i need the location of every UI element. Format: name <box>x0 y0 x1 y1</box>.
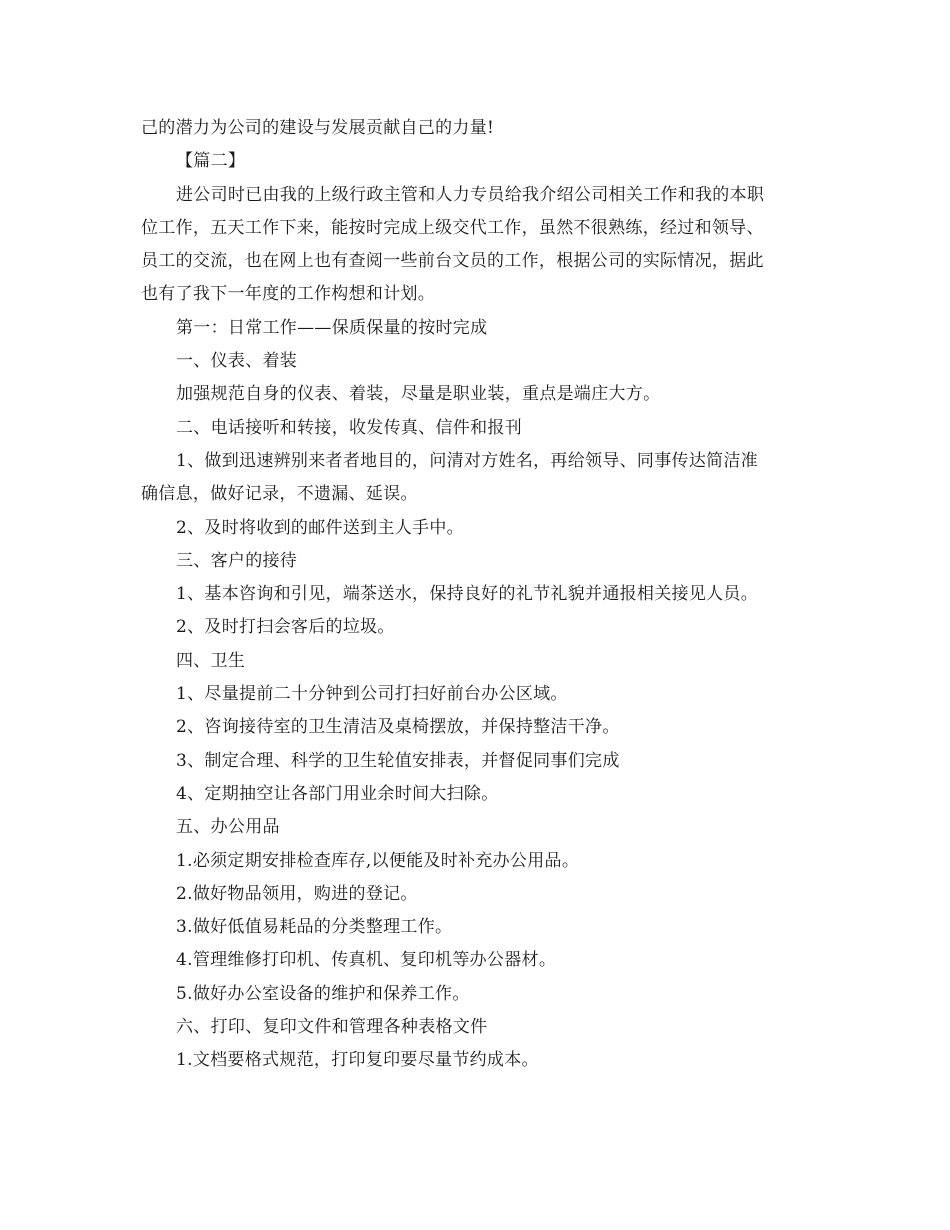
subsection-heading: 二、电话接听和转接，收发传真、信件和报刊 <box>176 417 522 438</box>
list-item: 1.必须定期安排检查库存,以便能及时补充办公用品。 <box>176 850 580 871</box>
text-line: 确信息，做好记录，不遗漏、延误。 <box>141 484 418 505</box>
text-line: 加强规范自身的仪表、着装，尽量是职业装，重点是端庄大方。 <box>176 384 661 405</box>
list-item: 1、尽量提前二十分钟到公司打扫好前台办公区域。 <box>176 684 568 705</box>
text-line: 员工的交流，也在网上也有查阅一些前台文员的工作，根据公司的实际情况，据此 <box>141 251 764 272</box>
list-item: 1、做到迅速辨别来者者地目的，问清对方姓名，再给领导、同事传达简洁准 <box>176 450 759 471</box>
list-item: 2、咨询接待室的卫生清洁及桌椅摆放，并保持整洁干净。 <box>176 717 620 738</box>
subsection-heading: 四、卫生 <box>176 650 246 671</box>
text-line: 进公司时已由我的上级行政主管和人力专员给我介绍公司相关工作和我的本职 <box>176 184 765 205</box>
list-item: 1.文档要格式规范，打印复印要尽量节约成本。 <box>176 1050 539 1071</box>
list-item: 1、基本咨询和引见，端茶送水，保持良好的礼节礼貌并通报相关接见人员。 <box>176 584 759 605</box>
text-line: 也有了我下一年度的工作构想和计划。 <box>141 284 436 305</box>
list-item: 3、制定合理、科学的卫生轮值安排表，并督促同事们完成 <box>176 750 620 771</box>
text-line: 己的潜力为公司的建设与发展贡献自己的力量! <box>141 118 495 138</box>
text-line: 位工作，五天工作下来，能按时完成上级交代工作，虽然不很熟练，经过和领导、 <box>141 217 764 238</box>
list-item: 4.管理维修打印机、传真机、复印机等办公器材。 <box>176 950 557 971</box>
list-item: 4、定期抽空让各部门用业余时间大扫除。 <box>176 783 499 804</box>
subsection-heading: 六、打印、复印文件和管理各种表格文件 <box>176 1017 488 1038</box>
subsection-heading: 三、客户的接待 <box>176 550 298 571</box>
list-item: 2.做好物品领用，购进的登记。 <box>176 883 418 904</box>
subsection-heading: 五、办公用品 <box>176 817 280 838</box>
list-item: 5.做好办公室设备的维护和保养工作。 <box>176 983 470 1004</box>
list-item: 2、及时打扫会客后的垃圾。 <box>176 617 395 638</box>
list-item: 2、及时将收到的邮件送到主人手中。 <box>176 517 464 538</box>
document-body <box>141 112 821 1078</box>
section-heading: 第一：日常工作——保质保量的按时完成 <box>176 317 488 338</box>
list-item: 3.做好低值易耗品的分类整理工作。 <box>176 917 453 938</box>
subsection-heading: 一、仪表、着装 <box>176 351 298 372</box>
section-heading: 【篇二】 <box>176 151 246 172</box>
